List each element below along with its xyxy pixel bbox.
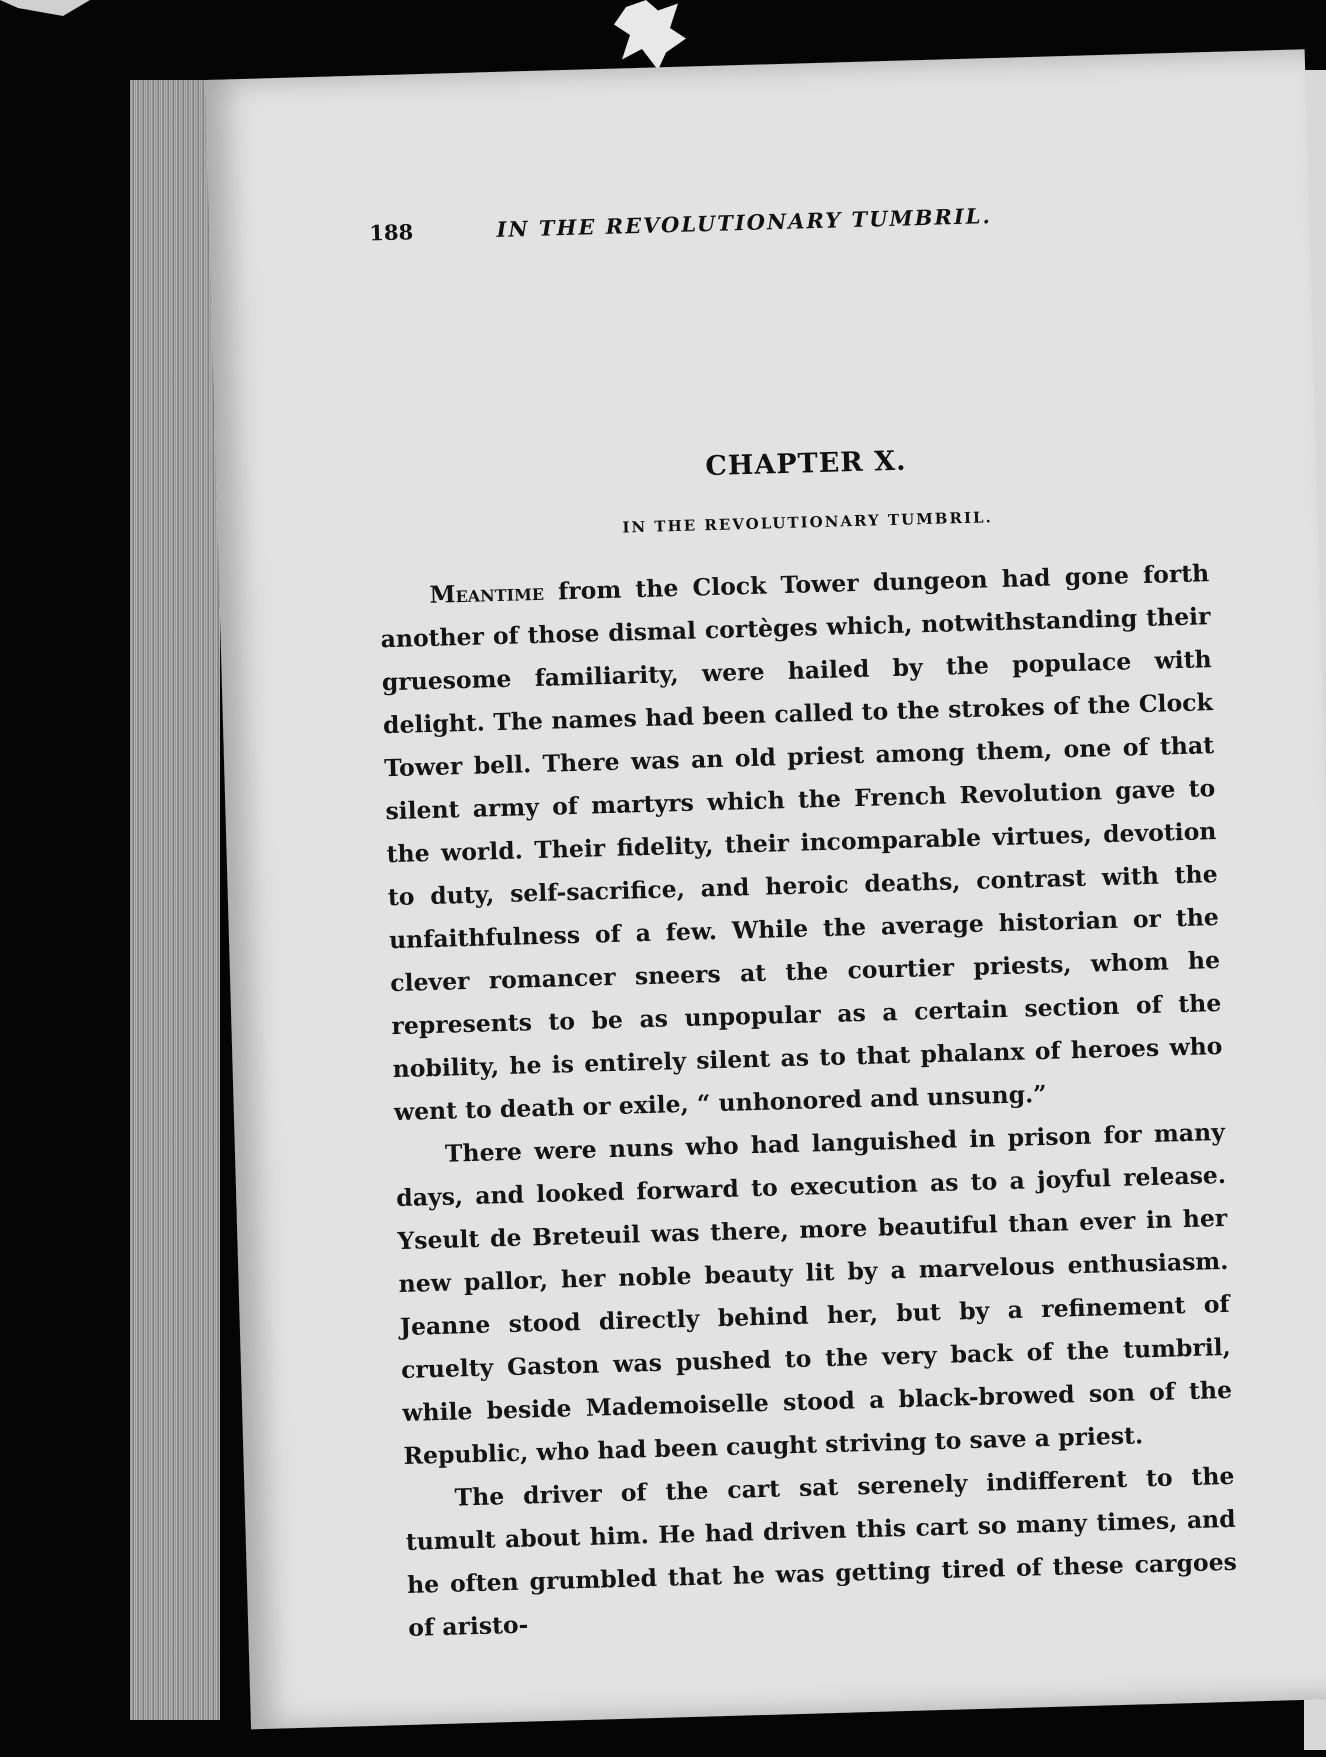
paragraph-text: The driver of the cart sat serenely indifferent to the tumult about him. He had driven this cart so many times, and he often grumbled that he was getting tired of these cargoes of aristo-: [405, 1461, 1238, 1642]
corner-artifact: [0, 0, 90, 20]
torn-paper-artifact: [610, 0, 690, 70]
paragraph: [379, 552, 1224, 1134]
chapter-subtitle: IN THE REVOLUTIONARY TUMBRIL.: [622, 508, 993, 537]
running-head: [369, 199, 1129, 245]
paragraph-text: There were nuns who had languished in prison for many days, and looked forward to execution as to a joyful release. Yseult de Breteuil was there, more beautiful than ever in her new pallor, her noble beauty lit by a marvelous enthusiasm. Jeanne stood directly behind her, but by a refinement of cruelty Gaston was pushed to the very back of the tumbril, while beside Mademoiselle stood a black-browed son of the Republic, who had been caught striving to save a priest.: [395, 1117, 1233, 1470]
paragraph: [404, 1455, 1238, 1650]
running-head-title: IN THE REVOLUTIONARY TUMBRIL.: [496, 203, 993, 242]
chapter-title: CHAPTER X.: [704, 445, 907, 483]
body-text: [379, 552, 1239, 1650]
page-number: 188: [368, 219, 414, 246]
paragraph-text: from the Clock Tower dungeon had gone forth another of those dismal cortèges which, notwithstanding their gruesome familiarity, were hailed by the populace with delight. The names had been called to the strokes of the Clock Tower bell. There was an old priest among them, one of that silent army of martyrs which the French Revolution gave to the world. Their fidelity, their incomparable virtues, devotion to duty, self-sacrifice, and heroic deaths, contrast with the unfaithfulness of a few. While the average historian or the clever romancer sneers at the courtier priests, whom he represents to be as unpopular as a certain section of the nobility, he is entirely silent as to that phalanx of heroes who went to death or exile, “ unhonored and unsung.”: [380, 559, 1223, 1127]
book-page-edges: [130, 80, 220, 1720]
paragraph: [395, 1111, 1234, 1478]
paragraph-lead: Meantime: [429, 577, 545, 609]
book-page: [205, 49, 1326, 1729]
